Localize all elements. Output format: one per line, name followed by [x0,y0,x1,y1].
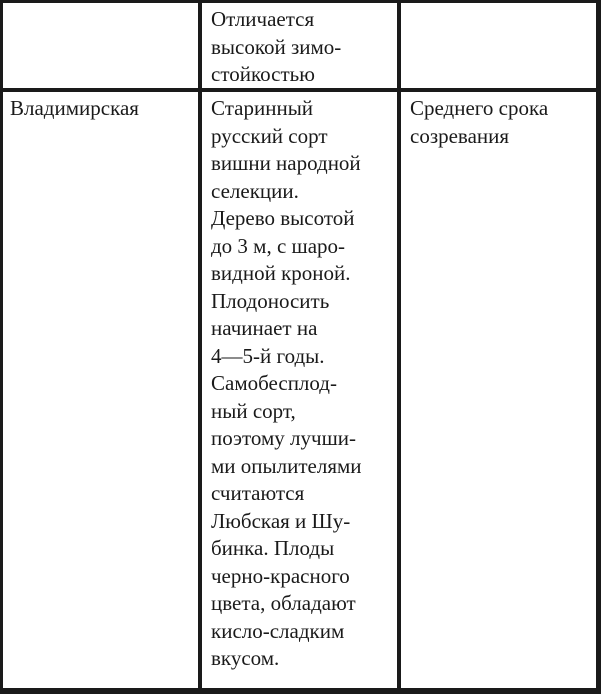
description-line: вкусом. [211,646,280,670]
description-line: Самобесплод- [211,371,337,395]
description-line: Любская и Шу- [211,508,351,533]
variety-name: Владимирская [10,96,139,120]
description-line: цвета, обладают [211,591,356,615]
description-line: поэтому лучши- [211,426,356,450]
description-line: начинает на [211,316,318,340]
description-line: считаются [211,481,305,505]
description-line: ный сорт, [211,398,296,423]
description-line: видной кроной. [211,261,351,285]
row2-ripening-cell [410,95,594,150]
description-line: высокой зимо- [211,34,342,59]
row-divider [0,88,601,92]
column-divider-2 [397,0,401,694]
description-line: до 3 м, с шаро- [211,233,346,258]
description-line: Старинный [211,96,314,120]
description-line: кисло-сладким [211,618,345,643]
description-line: Дерево высотой [211,206,355,230]
description-line: стойкостью [211,62,315,86]
column-divider-1 [198,0,202,694]
description-line: ми опылителями [211,453,362,478]
description-line: селекции. [211,178,299,203]
description-line: 4—5-й годы. [211,343,325,368]
ripening-line: созревания [410,123,510,148]
row1-description-cell [211,6,395,89]
description-line: Отличается [211,7,315,31]
description-line: бинка. Плоды [211,536,335,560]
table-border-top [0,0,601,3]
ripening-line: Среднего срока [410,96,549,120]
description-line: вишни народной [211,151,361,175]
row2-description-cell [211,95,395,673]
description-line: русский сорт [211,123,328,148]
row2-variety-cell [10,95,195,123]
description-line: Плодоносить [211,288,330,313]
table-border-left [0,0,3,694]
description-line: черно-красного [211,563,350,588]
table-border-right [596,0,601,694]
table-border-bottom [0,688,601,694]
